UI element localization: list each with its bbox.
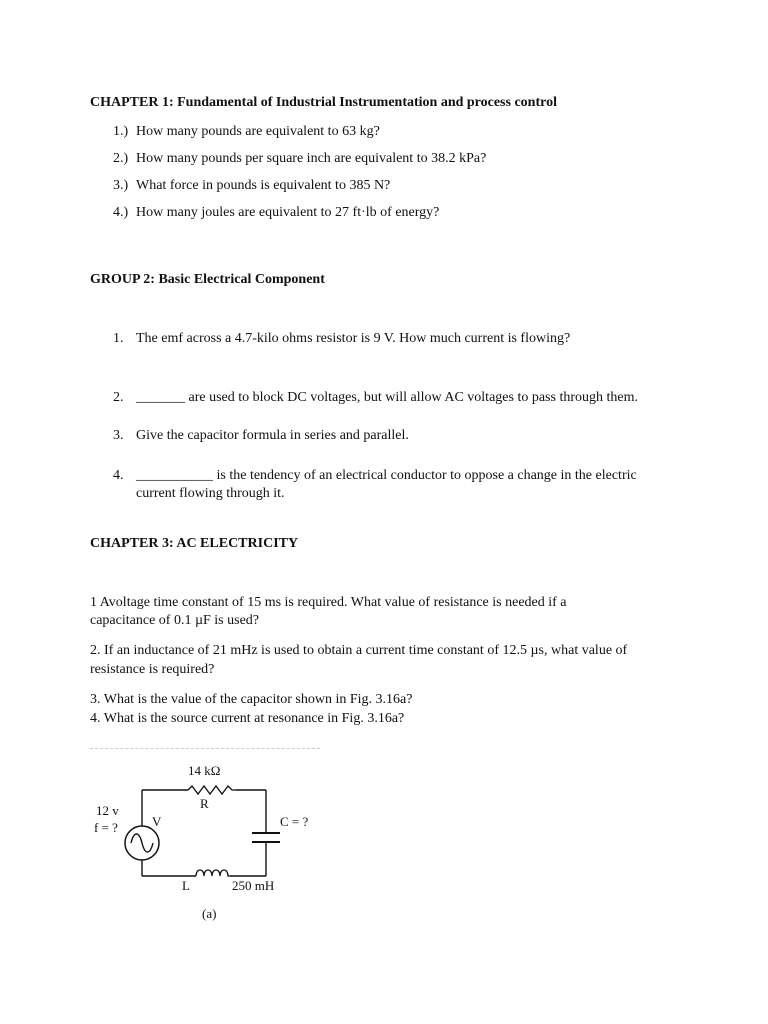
chapter3-q2-line1: 2. If an inductance of 21 mHz is used to obtain a current time constant of 12.5 µs, what value of — [90, 643, 628, 658]
chapter3-q3: 3. What is the value of the capacitor shown in Fig. 3.16a? — [90, 692, 413, 707]
group2-q2-num: 2. — [113, 390, 124, 405]
group2-heading: GROUP 2: Basic Electrical Component — [90, 272, 325, 287]
chapter1-q3-text: What force in pounds is equivalent to 385 N? — [136, 178, 391, 193]
circuit-diagram — [88, 756, 328, 926]
resistor-symbol — [188, 786, 236, 794]
chapter1-q1-text: How many pounds are equivalent to 63 kg? — [136, 124, 380, 139]
source-frequency-label: f = ? — [94, 820, 118, 835]
inductor-value-label: 250 mH — [232, 878, 275, 893]
chapter1-q2-num: 2.) — [113, 151, 129, 166]
resistor-value-label: 14 kΩ — [188, 763, 221, 778]
chapter1-q2-text: How many pounds per square inch are equivalent to 38.2 kPa? — [136, 151, 487, 166]
chapter3-q4: 4. What is the source current at resonance in Fig. 3.16a? — [90, 711, 405, 726]
inductor-symbol — [196, 870, 230, 876]
group2-q1-num: 1. — [113, 331, 124, 346]
group2-q2-text: _______ are used to block DC voltages, but will allow AC voltages to pass through them. — [136, 390, 638, 405]
chapter3-q1-line2: capacitance of 0.1 µF is used? — [90, 613, 260, 628]
chapter1-q1-num: 1.) — [113, 124, 129, 139]
chapter1-heading: CHAPTER 1: Fundamental of Industrial Instrumentation and process control — [90, 95, 557, 110]
inductor-label: L — [182, 878, 190, 893]
capacitor-label: C = ? — [280, 814, 309, 829]
group2-q3-text: Give the capacitor formula in series and parallel. — [136, 428, 409, 443]
group2-q4-text-line2: current flowing through it. — [136, 486, 285, 501]
group2-q4-text-line1: ___________ is the tendency of an electrical conductor to oppose a change in the electric — [136, 468, 637, 483]
group2-q3-num: 3. — [113, 428, 124, 443]
chapter1-q4-text: How many joules are equivalent to 27 ft·lb of energy? — [136, 205, 440, 220]
chapter3-q1-line1: 1 Avoltage time constant of 15 ms is required. What value of resistance is needed if a — [90, 595, 567, 610]
group2-q1-text: The emf across a 4.7-kilo ohms resistor is 9 V. How much current is flowing? — [136, 331, 571, 346]
group2-q4-num: 4. — [113, 468, 124, 483]
chapter1-q3-num: 3.) — [113, 178, 129, 193]
figure-caption: (a) — [202, 906, 217, 921]
source-label: V — [152, 814, 162, 829]
chapter3-heading: CHAPTER 3: AC ELECTRICITY — [90, 536, 299, 551]
chapter1-q4-num: 4.) — [113, 205, 129, 220]
figure-top-rule — [90, 748, 320, 749]
resistor-label: R — [200, 796, 209, 811]
chapter3-q2-line2: resistance is required? — [90, 662, 215, 677]
source-voltage-label: 12 v — [96, 803, 119, 818]
circuit-figure — [88, 756, 328, 926]
